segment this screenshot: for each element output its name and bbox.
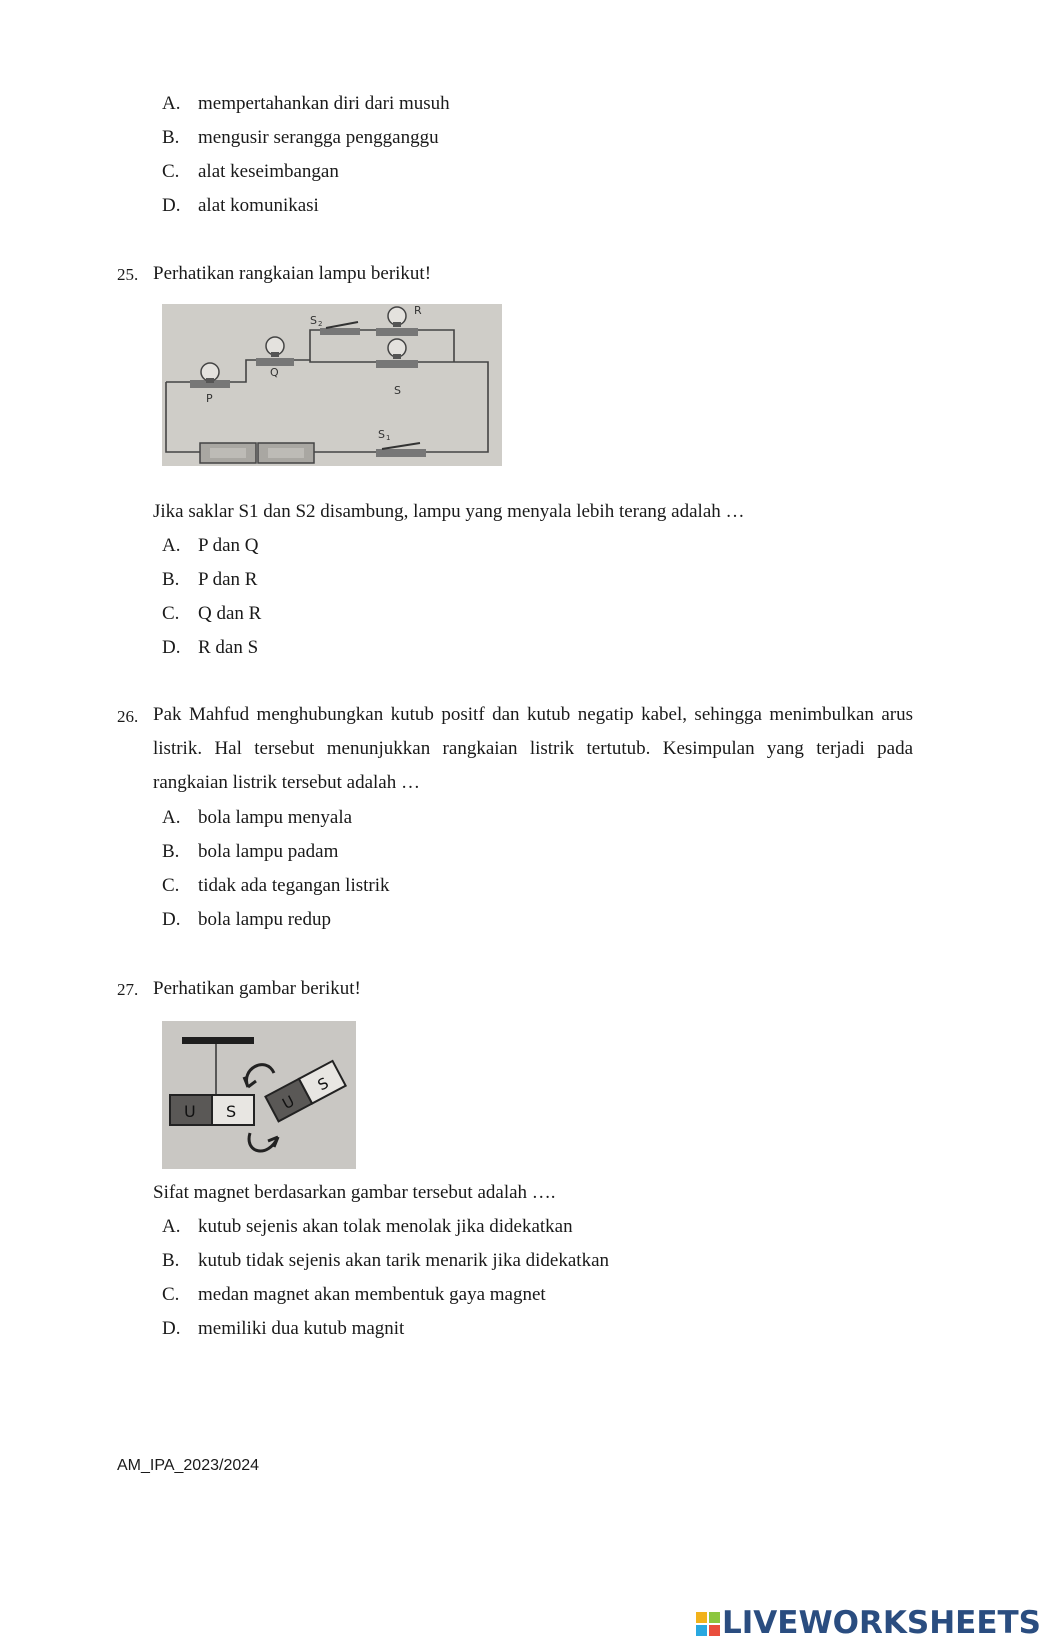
- q25-prompt: Perhatikan rangkaian lampu berikut!: [153, 263, 432, 284]
- magnet-label-s: S: [226, 1102, 237, 1121]
- option-text: medan magnet akan membentuk gaya magnet: [198, 1284, 546, 1305]
- option-letter: A.: [162, 807, 181, 828]
- option-text: P dan Q: [198, 535, 259, 556]
- q25-number: 25.: [117, 265, 139, 284]
- option-letter: A.: [162, 1216, 181, 1237]
- option-letter: D.: [162, 637, 181, 658]
- option-letter: B.: [162, 1250, 180, 1271]
- hanging-magnet: [170, 1095, 254, 1125]
- option-text: alat komunikasi: [198, 195, 319, 216]
- option-text: alat keseimbangan: [198, 161, 339, 182]
- option-letter: B.: [162, 841, 180, 862]
- magnet-label-s: S: [314, 1073, 332, 1095]
- q26-prompt: Pak Mahfud menghubungkan kutub positf dan kutub negatip kabel, sehingga menimbulkan arus listrik. Hal tersebut menunjukkan rangkaian listrik tertutub. Kesimpulan yang terjadi pada rangkaian listrik tersebut adalah …: [153, 704, 913, 793]
- label-r: R: [414, 304, 422, 317]
- label-s: S: [394, 384, 401, 397]
- option-text: P dan R: [198, 569, 258, 590]
- option-text: mempertahankan diri dari musuh: [198, 93, 450, 114]
- magnet-label-u: U: [184, 1102, 196, 1121]
- option-text: kutub tidak sejenis akan tarik menarik jika didekatkan: [198, 1250, 610, 1271]
- label-s1-sub: 1: [386, 434, 391, 442]
- label-s2-sub: 2: [318, 320, 323, 328]
- magnet-diagram: [162, 1021, 356, 1169]
- option-letter: B.: [162, 569, 180, 590]
- option-letter: B.: [162, 127, 180, 148]
- option-letter: D.: [162, 909, 181, 930]
- option-letter: A.: [162, 93, 181, 114]
- option-text: mengusir serangga pengganggu: [198, 127, 439, 148]
- option-letter: C.: [162, 1284, 180, 1305]
- option-text: memiliki dua kutub magnit: [198, 1318, 405, 1339]
- circuit-diagram: [162, 304, 502, 466]
- option-text: kutub sejenis akan tolak menolak jika didekatkan: [198, 1216, 573, 1237]
- option-text: bola lampu padam: [198, 841, 339, 862]
- label-q: Q: [270, 366, 279, 379]
- label-p: P: [206, 392, 213, 405]
- option-text: R dan S: [198, 637, 259, 658]
- option-text: bola lampu menyala: [198, 807, 353, 828]
- option-text: Q dan R: [198, 603, 262, 624]
- q27-prompt: Perhatikan gambar berikut!: [153, 978, 361, 999]
- circuit-figure: [162, 304, 502, 466]
- liveworksheets-logo-icon: [696, 1612, 720, 1636]
- liveworksheets-brand[interactable]: LIVEWORKSHEETS: [722, 1605, 1041, 1641]
- option-letter: C.: [162, 875, 180, 896]
- footer-code: AM_IPA_2023/2024: [117, 1457, 260, 1474]
- option-letter: C.: [162, 161, 180, 182]
- magnet-label-u: U: [279, 1092, 298, 1114]
- label-s2: S: [310, 314, 317, 327]
- q27-number: 27.: [117, 980, 139, 999]
- option-text: tidak ada tegangan listrik: [198, 875, 390, 896]
- option-letter: D.: [162, 1318, 181, 1339]
- q26-number: 26.: [117, 707, 139, 726]
- q27-question: Sifat magnet berdasarkan gambar tersebut adalah ….: [153, 1182, 556, 1203]
- label-s1: S: [378, 428, 385, 441]
- option-letter: C.: [162, 603, 180, 624]
- magnet-figure: [162, 1021, 356, 1169]
- option-letter: A.: [162, 535, 181, 556]
- q25-question: Jika saklar S1 dan S2 disambung, lampu yang menyala lebih terang adalah …: [153, 501, 745, 522]
- option-letter: D.: [162, 195, 181, 216]
- option-text: bola lampu redup: [198, 909, 331, 930]
